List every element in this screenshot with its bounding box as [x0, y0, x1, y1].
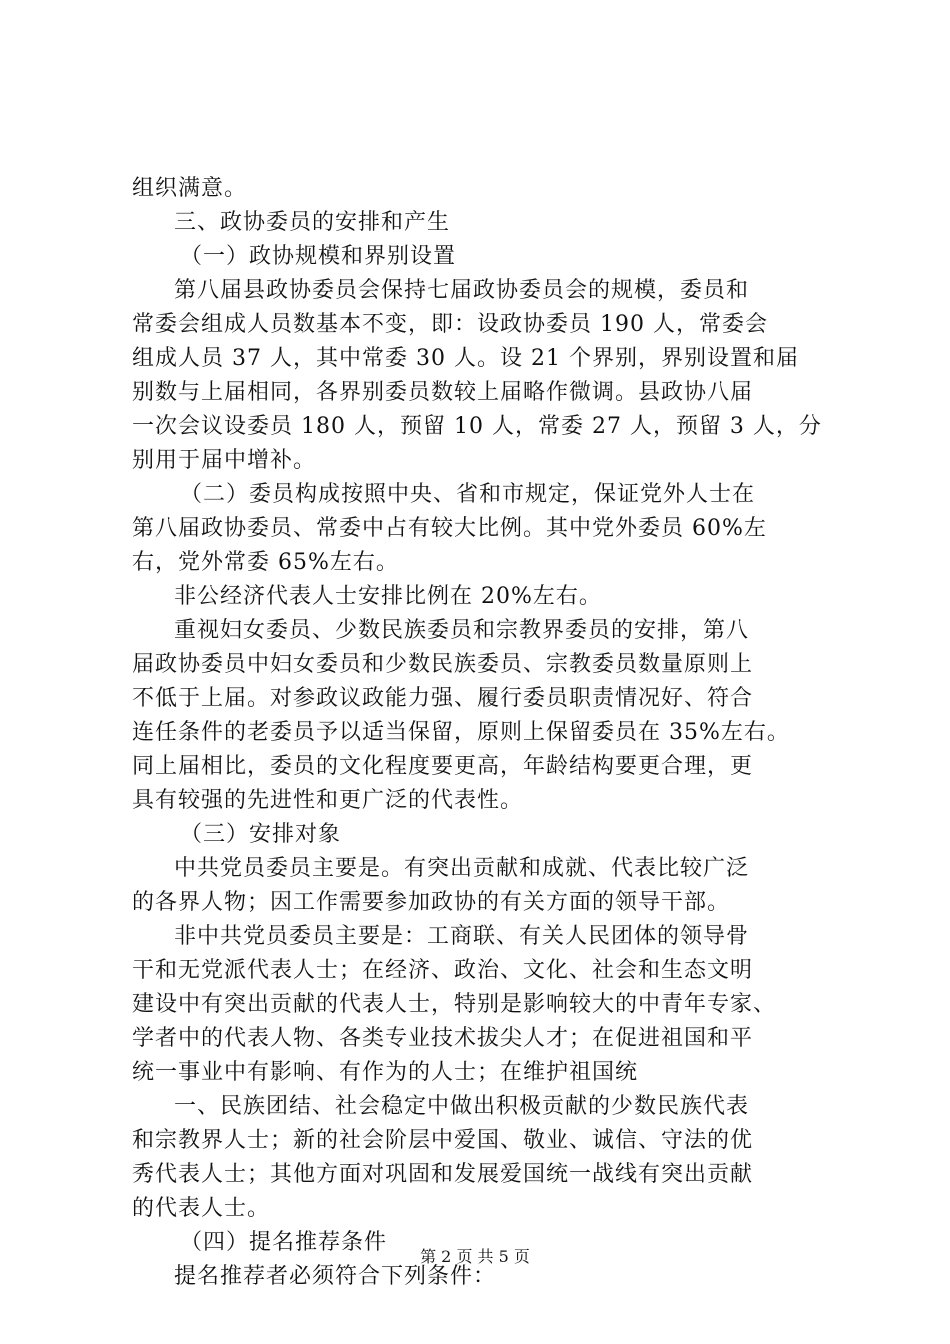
- text-line: 秀代表人士；其他方面对巩固和发展爱国统一战线有突出贡献: [132, 1162, 754, 1187]
- text-line: 同上届相比，委员的文化程度要更高，年龄结构要更合理，更: [132, 754, 754, 779]
- text-line: 第八届政协委员、常委中占有较大比例。其中党外委员 60%左: [132, 516, 767, 541]
- text-line: 非公经济代表人士安排比例在 20%左右。: [174, 584, 602, 609]
- text-line: 重视妇女委员、少数民族委员和宗教界委员的安排，第八: [174, 618, 750, 643]
- page-footer: 第 2 页 共 5 页: [420, 1247, 530, 1266]
- text-line: 具有较强的先进性和更广泛的代表性。: [132, 788, 524, 813]
- text-line: 组织满意。: [132, 176, 248, 201]
- text-line: 别用于届中增补。: [132, 448, 317, 473]
- text-line: 右，党外常委 65%左右。: [132, 550, 399, 575]
- text-line: 干和无党派代表人士；在经济、政治、文化、社会和生态文明: [132, 958, 754, 983]
- text-line: （四）提名推荐条件: [180, 1230, 388, 1255]
- text-line: 第八届县政协委员会保持七届政协委员会的规模，委员和: [174, 278, 750, 303]
- text-line: 一次会议设委员 180 人，预留 10 人，常委 27 人，预留 3 人，分: [132, 414, 822, 439]
- text-line: 届政协委员中妇女委员和少数民族委员、宗教委员数量原则上: [132, 652, 754, 677]
- text-line: 非中共党员委员主要是：工商联、有关人民团体的领导骨: [174, 924, 750, 949]
- text-line: 不低于上届。对参政议政能力强、履行委员职责情况好、符合: [132, 686, 754, 711]
- text-line: （二）委员构成按照中央、省和市规定，保证党外人士在: [180, 482, 756, 507]
- text-line: 的各界人物；因工作需要参加政协的有关方面的领导干部。: [132, 890, 731, 915]
- text-line: （一）政协规模和界别设置: [180, 244, 457, 269]
- document-body: [132, 172, 832, 1294]
- text-line: 三、政协委员的安排和产生: [174, 210, 451, 235]
- text-line: 中共党员委员主要是。有突出贡献和成就、代表比较广泛: [174, 856, 750, 881]
- text-line: 一、民族团结、社会稳定中做出积极贡献的少数民族代表: [174, 1094, 750, 1119]
- text-line: 常委会组成人员数基本不变，即：设政协委员 190 人，常委会: [132, 312, 768, 337]
- text-line: 统一事业中有影响、有作为的人士；在维护祖国统: [132, 1060, 639, 1085]
- text-line: 和宗教界人士；新的社会阶层中爱国、敬业、诚信、守法的优: [132, 1128, 754, 1153]
- text-line: 的代表人士。: [132, 1196, 271, 1221]
- text-line: 提名推荐者必须符合下列条件：: [174, 1264, 497, 1289]
- text-line: 别数与上届相同，各界别委员数较上届略作微调。县政协八届: [132, 380, 754, 405]
- text-line: 连任条件的老委员予以适当保留，原则上保留委员在 35%左右。: [132, 720, 790, 745]
- text-line: 学者中的代表人物、各类专业技术拔尖人才；在促进祖国和平: [132, 1026, 754, 1051]
- text-line: 建设中有突出贡献的代表人士，特别是影响较大的中青年专家、: [132, 992, 777, 1017]
- text-line: （三）安排对象: [180, 822, 342, 847]
- text-line: 组成人员 37 人，其中常委 30 人。设 21 个界别，界别设置和届: [132, 346, 799, 371]
